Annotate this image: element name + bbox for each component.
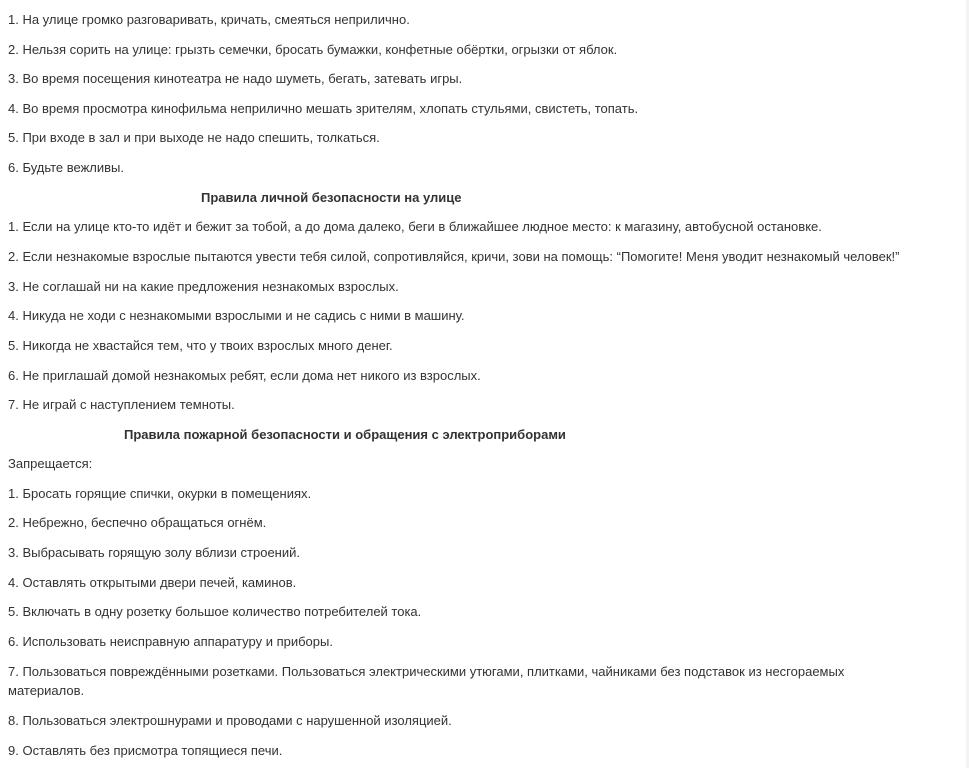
- rule-1-6: 6. Будьте вежливы.: [8, 160, 125, 175]
- rule-1-1: 1. На улице громко разговаривать, кричать, смеяться неприлично.: [8, 12, 410, 27]
- rule-3-9: 9. Оставлять без присмотра топящиеся печи.: [8, 743, 283, 758]
- section-intro-prohibited: Запрещается:: [8, 456, 93, 471]
- rule-2-5: 5. Никогда не хвастайся тем, что у твоих взрослых много денег.: [8, 338, 393, 353]
- rule-3-6: 6. Использовать неисправную аппаратуру и приборы.: [8, 634, 333, 649]
- rule-2-1: 1. Если на улице кто-то идёт и бежит за тобой, а до дома далеко, беги в ближайшее людное место: к магазину, автобусной остановке.: [8, 219, 822, 234]
- rule-3-7: 7. Пользоваться повреждёнными розетками. Пользоваться электрическими утюгами, плитками, чайниками без подставок из несгораемых материалов.: [8, 664, 845, 698]
- rule-1-2: 2. Нельзя сорить на улице: грызть семечки, бросать бумажки, конфетные обёртки, огрызки от яблок.: [8, 42, 618, 57]
- rule-2-2: 2. Если незнакомые взрослые пытаются увести тебя силой, сопротивляйся, кричи, зови на помощь: “Помогите! Меня уводит незнакомый человек!”: [8, 249, 900, 264]
- rule-3-8: 8. Пользоваться электрошнурами и проводами с нарушенной изоляцией.: [8, 713, 452, 728]
- rule-3-5: 5. Включать в одну розетку большое количество потребителей тока.: [8, 604, 422, 619]
- section-heading-personal-safety: Правила личной безопасности на улице: [201, 190, 462, 205]
- rule-2-7: 7. Не играй с наступлением темноты.: [8, 397, 235, 412]
- rule-2-3: 3. Не соглашай ни на какие предложения незнакомых взрослых.: [8, 279, 399, 294]
- rule-1-4: 4. Во время просмотра кинофильма неприлично мешать зрителям, хлопать стульями, свистеть, топать.: [8, 101, 639, 116]
- rule-2-6: 6. Не приглашай домой незнакомых ребят, если дома нет никого из взрослых.: [8, 368, 481, 383]
- rule-3-1: 1. Бросать горящие спички, окурки в помещениях.: [8, 486, 312, 501]
- rule-1-3: 3. Во время посещения кинотеатра не надо шуметь, бегать, затевать игры.: [8, 71, 463, 86]
- rule-3-2: 2. Небрежно, беспечно обращаться огнём.: [8, 515, 267, 530]
- rule-2-4: 4. Никуда не ходи с незнакомыми взрослыми и не садись с ними в машину.: [8, 308, 465, 323]
- rule-3-4: 4. Оставлять открытыми двери печей, каминов.: [8, 575, 297, 590]
- section-heading-fire-safety: Правила пожарной безопасности и обращения с электроприборами: [124, 427, 566, 442]
- rule-1-5: 5. При входе в зал и при выходе не надо спешить, толкаться.: [8, 130, 380, 145]
- rule-3-3: 3. Выбрасывать горящую золу вблизи строений.: [8, 545, 300, 560]
